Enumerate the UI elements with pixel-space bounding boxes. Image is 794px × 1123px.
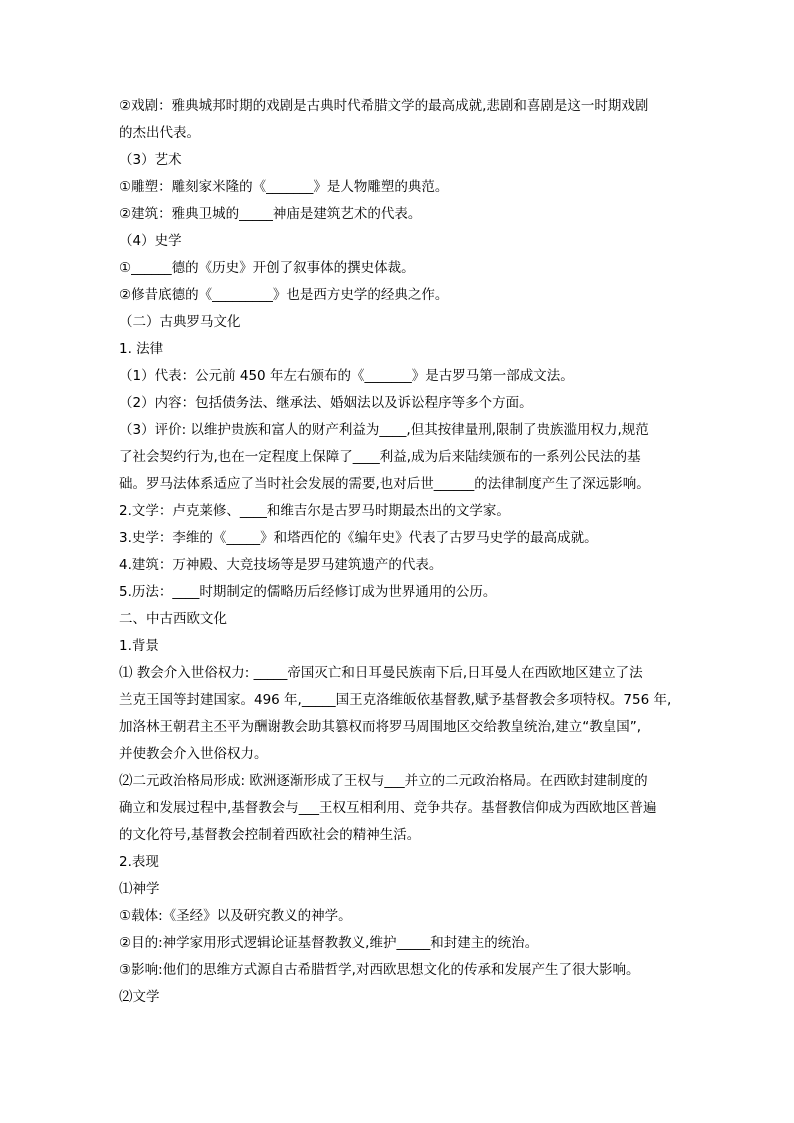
text-line: （2）内容：包括债务法、继承法、婚姻法以及诉讼程序等多个方面。	[119, 395, 533, 411]
text-line: ①雕塑：雕刻家米隆的《_______》是人物雕塑的典范。	[119, 179, 449, 195]
text-line: （3）评价: 以维护贵族和富人的财产利益为____,但其按律量刑,限制了贵族滥用权力,规范	[119, 422, 649, 438]
text-line: ①载体:《圣经》以及研究教义的神学。	[119, 908, 352, 924]
section-heading: （二）古典罗马文化	[119, 314, 241, 330]
text-line: 的杰出代表。	[119, 125, 200, 141]
text-line: ②目的:神学家用形式逻辑论证基督教教义,维护_____和封建主的统治。	[119, 935, 539, 951]
section-heading: ⑵文学	[119, 989, 160, 1005]
section-heading: ⑴神学	[119, 881, 160, 897]
text-line: 2.文学：卢克莱修、____和维吉尔是古罗马时期最杰出的文学家。	[119, 503, 510, 519]
section-heading: 二、中古西欧文化	[119, 611, 227, 627]
text-line: 5.历法：____时期制定的儒略历后经修订成为世界通用的公历。	[119, 584, 497, 600]
text-line: ②戏剧：雅典城邦时期的戏剧是古典时代希腊文学的最高成就,悲剧和喜剧是这一时期戏剧	[119, 98, 649, 114]
text-line: ⑴ 教会介入世俗权力: _____帝国灭亡和日耳曼民族南下后,日耳曼人在西欧地区建立了法	[119, 665, 643, 681]
text-line: 3.史学：李维的《_____》和塔西佗的《编年史》代表了古罗马史学的最高成就。	[119, 530, 598, 546]
text-line: （1）代表：公元前 450 年左右颁布的《_______》是古罗马第一部成文法。	[119, 368, 574, 384]
text-line: 4.建筑：万神殿、大竞技场等是罗马建筑遗产的代表。	[119, 557, 443, 573]
text-line: 兰克王国等封建国家。496 年,_____国王克洛维皈依基督教,赋予基督教会多项特权。756 年,	[119, 692, 672, 708]
text-line: ③影响:他们的思维方式源自古希腊哲学,对西欧思想文化的传承和发展产生了很大影响。	[119, 962, 640, 978]
text-line: ②修昔底德的《_________》也是西方史学的经典之作。	[119, 287, 449, 303]
section-heading: 2.表现	[119, 854, 159, 870]
text-line: ①______德的《历史》开创了叙事体的撰史体裁。	[119, 260, 415, 276]
document-body	[119, 93, 679, 1011]
text-line: 础。罗马法体系适应了当时社会发展的需要,也对后世______的法律制度产生了深远影响。	[119, 476, 650, 492]
text-line: 了社会契约行为,也在一定程度上保障了____利益,成为后来陆续颁布的一系列公民法的基	[119, 449, 641, 465]
text-line: ⑵二元政治格局形成: 欧洲逐渐形成了王权与___并立的二元政治格局。在西欧封建制度的	[119, 773, 648, 789]
text-line: 加洛林王朝君主丕平为酬谢教会助其篡权而将罗马周围地区交给教皇统治,建立“教皇国”,	[119, 719, 642, 735]
text-line: 并使教会介入世俗权力。	[119, 746, 268, 762]
section-heading: 1.背景	[119, 638, 159, 654]
text-line: ②建筑：雅典卫城的_____神庙是建筑艺术的代表。	[119, 206, 422, 222]
text-line: 确立和发展过程中,基督教会与___王权互相利用、竞争共存。基督教信仰成为西欧地区普遍	[119, 800, 657, 816]
section-heading: （4）史学	[119, 233, 182, 249]
section-heading: （3）艺术	[119, 152, 182, 168]
section-heading: 1. 法律	[119, 341, 164, 357]
text-line: 的文化符号,基督教会控制着西欧社会的精神生活。	[119, 827, 421, 843]
